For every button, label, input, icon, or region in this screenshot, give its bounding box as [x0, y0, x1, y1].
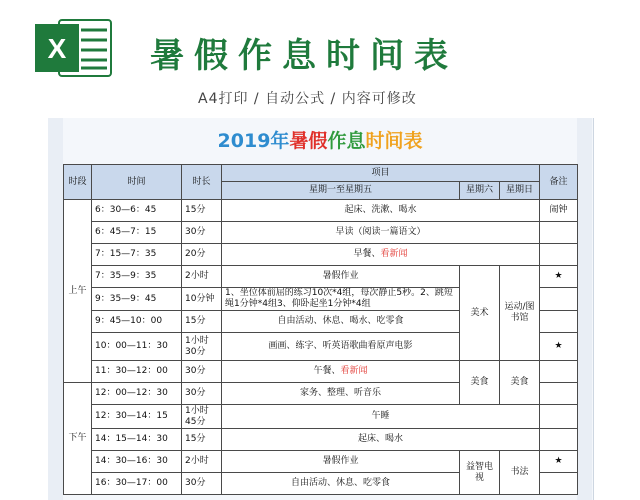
row-time: 6：30—6：45 — [92, 200, 182, 222]
row-remark — [540, 288, 578, 311]
row-item: 自由活动、休息、喝水、吃零食 — [222, 311, 460, 333]
row-duration: 30分 — [182, 473, 222, 495]
row-item — [222, 244, 540, 266]
table-row — [64, 222, 578, 244]
page-subtitle: A4打印 / 自动公式 / 内容可修改 — [198, 91, 417, 107]
header-items: 项目 — [222, 165, 540, 182]
table-row — [64, 361, 578, 383]
row-item-news: 看新闻 — [340, 366, 368, 376]
row-time: 9：35—9：45 — [92, 288, 182, 311]
row-duration: 2小时 — [182, 451, 222, 473]
row-item-news: 看新闻 — [380, 249, 408, 259]
table-row — [64, 451, 578, 473]
saturday-lunch: 美食 — [460, 361, 500, 405]
period-afternoon: 下午 — [64, 383, 92, 495]
row-time: 7：35—9：35 — [92, 266, 182, 288]
row-item: 起床、洗漱、喝水 — [222, 200, 540, 222]
sunday-afternoon: 书法 — [500, 451, 540, 495]
row-item: 早读（阅读一篇语文） — [222, 222, 540, 244]
row-time: 6：45—7：15 — [92, 222, 182, 244]
table-row — [64, 200, 578, 222]
row-remark: ★ — [540, 333, 578, 361]
sheet-title — [63, 126, 577, 153]
table-row — [64, 429, 578, 451]
row-duration: 30分 — [182, 383, 222, 405]
row-remark — [540, 473, 578, 495]
row-duration: 30分 — [182, 222, 222, 244]
header-time: 时间 — [92, 165, 182, 200]
row-remark — [540, 361, 578, 383]
period-morning: 上午 — [64, 200, 92, 383]
row-duration: 2小时 — [182, 266, 222, 288]
sheet-title-routine: 作息 — [327, 130, 366, 152]
page-header — [0, 0, 640, 118]
row-item: 家务、整理、听音乐 — [222, 383, 460, 405]
row-remark — [540, 405, 578, 429]
excel-logo-icon — [35, 18, 113, 78]
row-time: 9：45—10：00 — [92, 311, 182, 333]
row-time: 10：00—11：30 — [92, 333, 182, 361]
sunday-lunch: 美食 — [500, 361, 540, 405]
row-remark — [540, 222, 578, 244]
row-time: 16：30—17：00 — [92, 473, 182, 495]
header-weekdays: 星期一至星期五 — [222, 182, 460, 200]
sheet-title-year: 2019年 — [217, 130, 290, 152]
row-time: 7：15—7：35 — [92, 244, 182, 266]
row-item: 暑假作业 — [222, 266, 460, 288]
header-duration: 时长 — [182, 165, 222, 200]
header-sunday: 星期日 — [500, 182, 540, 200]
table-row — [64, 266, 578, 288]
row-duration: 15分 — [182, 200, 222, 222]
row-remark — [540, 311, 578, 333]
row-item-exercise: 1、坐位体前屈的练习10次*4组，每次静止5秒。2、跳短绳1分钟*4组3、仰卧起坐1分钟*4组 — [222, 288, 460, 311]
table-row — [64, 405, 578, 429]
row-item: 自由活动、休息、吃零食 — [222, 473, 460, 495]
saturday-afternoon: 益智电视 — [460, 451, 500, 495]
row-item — [222, 361, 460, 383]
row-duration: 15分 — [182, 429, 222, 451]
row-time: 14：15—14：30 — [92, 429, 182, 451]
schedule-table — [63, 164, 578, 495]
header-remarks: 备注 — [540, 165, 578, 200]
page-title: 暑假作息时间表 — [150, 36, 458, 76]
row-time: 11：30—12：00 — [92, 361, 182, 383]
row-duration: 20分 — [182, 244, 222, 266]
row-remark — [540, 429, 578, 451]
sheet-edge-right — [577, 118, 592, 500]
header-period: 时段 — [64, 165, 92, 200]
row-remark: 闹钟 — [540, 200, 578, 222]
logo-letter: X — [47, 33, 67, 64]
row-duration: 15分 — [182, 311, 222, 333]
sheet-title-summer: 暑假 — [289, 130, 328, 152]
row-remark — [540, 244, 578, 266]
row-duration: 1小时30分 — [182, 333, 222, 361]
row-item: 画画、练字、听英语歌曲看原声电影 — [222, 333, 460, 361]
row-remark — [540, 383, 578, 405]
row-remark: ★ — [540, 451, 578, 473]
row-item-breakfast: 早餐、 — [353, 249, 381, 259]
row-item: 起床、喝水 — [222, 429, 540, 451]
saturday-morning: 美术 — [460, 266, 500, 361]
row-time: 12：30—14：15 — [92, 405, 182, 429]
row-item: 午睡 — [222, 405, 540, 429]
row-duration: 10分钟 — [182, 288, 222, 311]
row-time: 12：00—12：30 — [92, 383, 182, 405]
row-item-lunch: 午餐、 — [313, 366, 341, 376]
row-duration: 1小时45分 — [182, 405, 222, 429]
sheet-title-schedule: 时间表 — [365, 130, 423, 152]
row-duration: 30分 — [182, 361, 222, 383]
row-time: 14：30—16：30 — [92, 451, 182, 473]
header-saturday: 星期六 — [460, 182, 500, 200]
table-row — [64, 244, 578, 266]
sunday-morning: 运动/图书馆 — [500, 266, 540, 361]
row-item: 暑假作业 — [222, 451, 460, 473]
row-remark: ★ — [540, 266, 578, 288]
sheet-edge-left — [48, 118, 63, 500]
